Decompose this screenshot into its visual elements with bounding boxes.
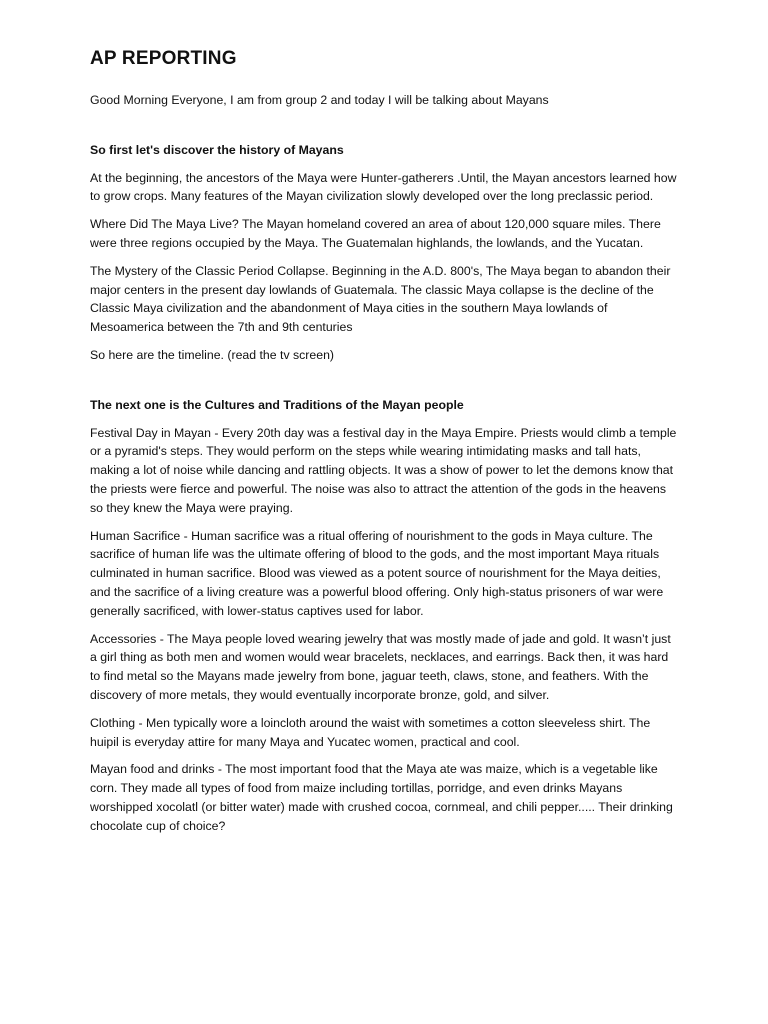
section-heading-cultures: The next one is the Cultures and Traditions of the Mayan people xyxy=(90,397,464,412)
paragraph: Clothing - Men typically wore a loincloth around the waist with sometimes a cotton sleeveless shirt. The huipil is everyday attire for many Maya and Yucatec women, practical and cool. xyxy=(90,715,651,749)
paragraph: Festival Day in Mayan - Every 20th day was a festival day in the Maya Empire. Priests would climb a temple or a pyramid's steps. They would perform on the steps while wearing intimidating masks and tall hats, making a lot of noise while dancing and rattling objects. It was a show of power to let the demons know that the priests were fierce and powerful. The noise was also to attract the attention of the gods in the heavens so they knew the Maya were praying. xyxy=(90,425,677,515)
paragraph: Human Sacrifice - Human sacrifice was a ritual offering of nourishment to the gods in Maya culture. The sacrifice of human life was the ultimate offering of blood to the gods, and the most important Maya rituals culminated in human sacrifice. Blood was viewed as a potent source of nourishment for the Maya deities, and the sacrifice of a living creature was a powerful blood offering. Only high-status prisoners of war were generally sacrificed, with lower-status captives used for labor. xyxy=(90,528,664,618)
paragraph: At the beginning, the ancestors of the Maya were Hunter-gatherers .Until, the Mayan ancestors learned how to grow crops. Many features of the Mayan civilization slowly developed over the long preclassic period. xyxy=(90,170,677,204)
paragraph: Where Did The Maya Live? The Mayan homeland covered an area of about 120,000 square miles. There were three regions occupied by the Maya. The Guatemalan highlands, the lowlands, and the Yucatan. xyxy=(90,217,661,250)
intro-paragraph: Good Morning Everyone, I am from group 2 and today I will be talking about Mayans xyxy=(90,93,549,107)
paragraph: The Mystery of the Classic Period Collapse. Beginning in the A.D. 800's, The Maya began to abandon their major centers in the present day lowlands of Guatemala. The classic Maya collapse is the decline of the Classic Maya civilization and the abandonment of Maya cities in the southern Maya lowlands of Mesoamerica between the 7th and 9th centuries xyxy=(90,263,671,335)
section-heading-history: So first let's discover the history of Mayans xyxy=(90,142,344,157)
document-title: AP REPORTING xyxy=(90,48,237,69)
paragraph: Accessories - The Maya people loved wearing jewelry that was mostly made of jade and gold. It wasn’t just a girl thing as both men and women would wear bracelets, necklaces, and earrings. Back then, it was hard to find metal so the Mayans made jewelry from bone, jaguar teeth, claws, stone, and feathers. With the discovery of more metals, they would eventually incorporate bronze, gold, and silver. xyxy=(90,631,671,702)
paragraph: So here are the timeline. (read the tv screen) xyxy=(90,347,335,362)
paragraph: Mayan food and drinks - The most important food that the Maya ate was maize, which is a vegetable like corn. They made all types of food from maize including tortillas, porridge, and even drinks Mayans worshipped xocolatl (or bitter water) made with crushed cocoa, cornmeal, and chili pepper..... Their drinking chocolate cup of choice? xyxy=(90,762,673,833)
